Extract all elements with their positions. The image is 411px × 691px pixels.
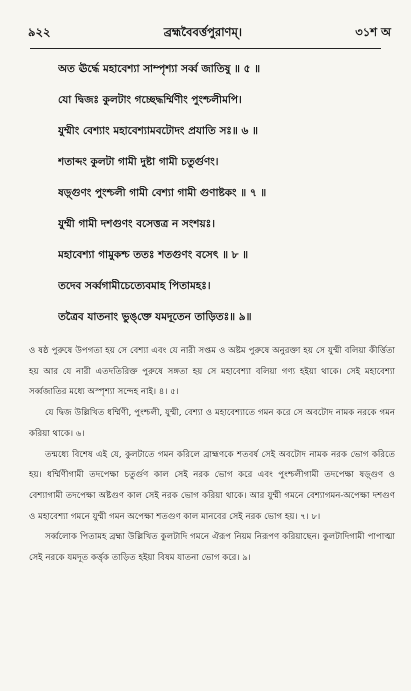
header-rule: [30, 48, 381, 49]
page-number: ৯২২: [28, 25, 51, 39]
verse-line: ষড়্গুণং পুংশ্চলী গামী বেশ্যা গামী গুণাষ্টকং ॥ ৭ ॥: [58, 187, 267, 199]
chapter-marker: ৩১শ অ: [355, 25, 391, 39]
verse-line: তত্রৈব যাতনাং ভুঙ্‌ক্তে যমদূতেন তাড়িতঃ॥ ৯॥: [58, 311, 252, 323]
verse-line: যুম্মীং বেশ্যাং মহাবেশ্যামবটোদং প্রযাতি সঃ॥ ৬ ॥: [58, 125, 258, 137]
verse-line: যো দ্বিজঃ কুলটাং গচ্ছেদ্ধর্ম্মিণীং পুংশ্চলীমপি।: [58, 94, 242, 106]
verse-line: তদেব সর্ব্বগামীচেত্যেবমাহ পিতামহঃ।: [58, 280, 211, 292]
sanskrit-verses: [58, 62, 388, 341]
commentary-paragraph: যে দ্বিজ উল্লিখিত ধর্ম্মিণী, পুংশ্চলী, যুম্মী, বেশ্যা ও মহাবেশ্যাতে গমন করে সে অবটোদ নামক নরকে গমন করিয়া থাকে। ৬।: [29, 408, 395, 439]
running-title: ব্রহ্মবৈবর্ত্তপুরাণম্।: [163, 25, 242, 39]
page-header: [28, 24, 391, 46]
verse-line: মহাবেশ্যা গামুকশ্চ ততঃ শতগুণং বসেৎ ॥ ৮ ॥: [58, 249, 249, 261]
commentary-paragraph: সর্ব্বলোক পিতামহ ব্রহ্মা উল্লিখিত কুলটাদি গমনে ঐরূপ নিয়ম নিরূপণ করিয়াছেন। কুলটাদিগামী পাপাত্মা সেই নরকে যমদূত কর্ত্তৃক তাড়িত হইয়া বিষম যাতনা ভোগ করে। ৯।: [29, 532, 395, 564]
bengali-commentary: [29, 341, 395, 569]
verse-line: শতাব্দং কুলটা গামী দুষ্টা গামী চতুর্গুণং।: [58, 156, 219, 168]
verse-line: অত ঊর্দ্ধে মহাবেশ্যা সাম্পৃশ্যা সর্ব্ব জাতিষু ॥ ৫ ॥: [58, 63, 261, 75]
verse-line: যুম্মী গামী দশগুণং বসেত্তত্র ন সংশয়ঃ।: [58, 218, 215, 230]
commentary-paragraph: ও ষষ্ঠ পুরুষে উপগতা হয় সে বেশ্যা এবং যে নারী সপ্তম ও অষ্টম পুরুষে অনুরক্তা হয় সে যুম্মী বলিয়া কীর্ত্তিতা হয় আর যে নারী এতদতিরিক্ত পুরুষে সঙ্গতা হয় সে মহাবেশ্যা বলিয়া গণ্য হইয়া থাকে। সেই মহাবেশ্যা সর্ব্বজাতির মধ্যে অস্পৃশ্যা সন্দেহ নাই। ৪। ৫।: [29, 346, 395, 398]
commentary-paragraph: তন্মধ্যে বিশেষ এই যে, কুলটাতে গমন করিলে ব্রাহ্মণকে শতবর্ষ সেই অবটোদ নামক নরক ভোগ করিতে হয়। ধর্ম্মিণীগামী তদপেক্ষা চতুর্গুণ কাল সেই নরক ভোগ করে এবং পুংশ্চলীগামী তদপেক্ষা ষড়্গুণ ও বেশ্যাগামী তদপেক্ষা অষ্টগুণ কাল সেই নরক ভোগ করিয়া থাকে। আর যুম্মী গমনে বেশ্যাগমন-অপেক্ষা দশগুণ ও মহাবেশ্যা গমনে যুম্মী গমন অপেক্ষা শতগুণ কাল মানবের সেই নরক ভোগ হয়। ৭। ৮।: [29, 449, 395, 522]
